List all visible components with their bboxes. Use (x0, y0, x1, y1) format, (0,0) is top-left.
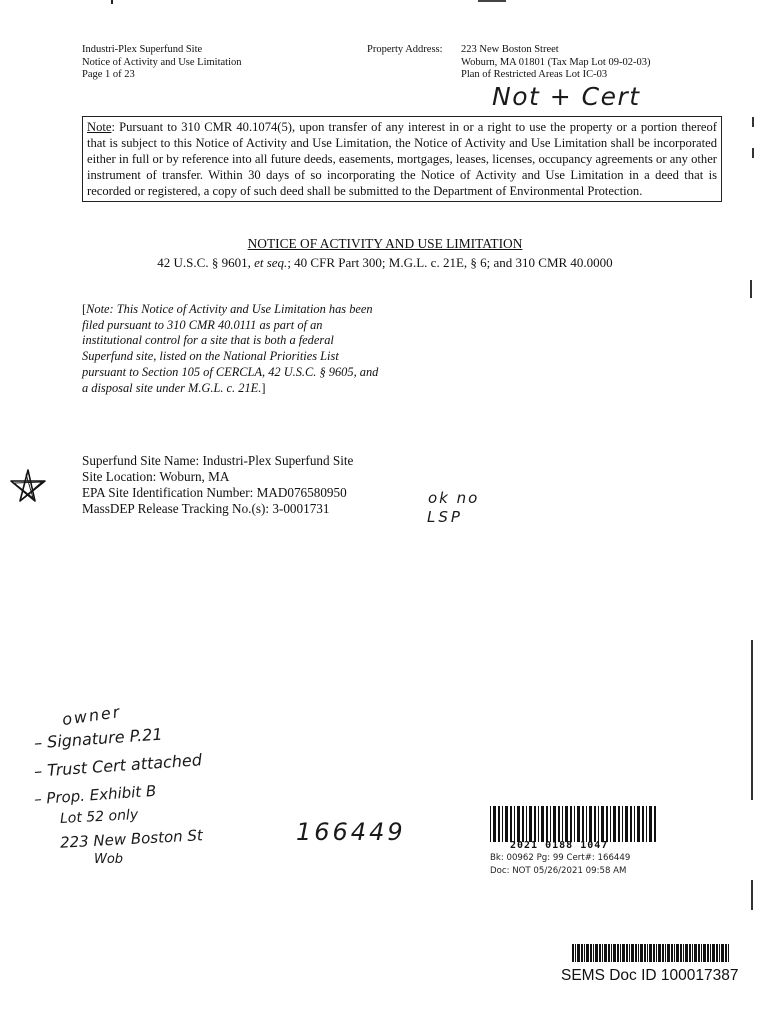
barcode-bar (550, 806, 551, 842)
barcode-bar (689, 944, 691, 962)
barcode-bar (649, 806, 652, 842)
barcode-bar (606, 806, 608, 842)
barcode-bar (599, 944, 601, 962)
barcode-bar (626, 944, 628, 962)
barcode-bar (526, 806, 527, 842)
scan-artifact (111, 0, 113, 4)
barcode-bar (577, 944, 580, 962)
barcode-bar (510, 806, 512, 842)
handwritten-wob: Wob (94, 852, 124, 867)
barcode-bar (674, 944, 675, 962)
recording-doc-date: Doc: NOT 05/26/2021 09:58 AM (490, 866, 627, 876)
handwritten-address: 223 New Boston St (59, 826, 204, 852)
header-doc-type: Notice of Activity and Use Limitation (82, 56, 242, 68)
barcode-bar (608, 944, 610, 962)
barcode-bar (517, 806, 520, 842)
barcode-bar (658, 944, 661, 962)
handwritten-not-cert: Not + Cert (492, 82, 641, 111)
header-property-address (461, 44, 650, 82)
recording-barcode (490, 806, 660, 842)
barcode-bar (610, 806, 611, 842)
scan-artifact (478, 0, 506, 2)
barcode-bar (490, 806, 491, 842)
barcode-bar (635, 944, 637, 962)
barcode-bar (656, 944, 657, 962)
handwritten-lot: Lot 52 only (59, 806, 139, 828)
header-site-name: Industri-Plex Superfund Site (82, 44, 203, 55)
barcode-bar (493, 806, 496, 842)
barcode-bar (671, 944, 673, 962)
site-location: Site Location: Woburn, MA (82, 469, 230, 484)
barcode-bar (604, 944, 607, 962)
barcode-bar (586, 944, 589, 962)
sems-barcode (572, 944, 732, 962)
header-property-label: Property Address: (367, 44, 443, 55)
barcode-bar (595, 944, 598, 962)
barcode-bar (719, 944, 720, 962)
note-label: Note (87, 120, 112, 134)
barcode-bar (546, 806, 548, 842)
barcode-bar (570, 806, 572, 842)
property-city-lot: Woburn, MA 01801 (Tax Map Lot 09-02-03) (461, 56, 651, 68)
barcode-bar (649, 944, 652, 962)
barcode-bar (590, 944, 592, 962)
barcode-bar (667, 944, 670, 962)
barcode-bar (631, 944, 634, 962)
header-left (82, 44, 242, 82)
handwritten-ok-no: ok no (428, 489, 480, 507)
barcode-bar (638, 944, 639, 962)
citation-part2: ; 40 CFR Part 300; M.G.L. c. 21E, § 6; and 310 CMR 40.0000 (287, 255, 613, 270)
barcode-bar (728, 944, 729, 962)
barcode-bar (653, 944, 655, 962)
superfund-note-text: Note: This Notice of Activity and Use Limitation has been filed pursuant to 310 CMR 40.0111 as part of an institutional control for a site that is both a federal Superfund site, listed on the National Priorities List pursuant to Section 105 of CERCLA, 42 U.S.C. § 9605, and a disposal site under M.G.L. c. 21E. (82, 302, 379, 395)
barcode-bar (593, 944, 594, 962)
barcode-bar (613, 806, 616, 842)
barcode-bar (613, 944, 616, 962)
barcode-bar (701, 944, 702, 962)
handwritten-lsp: LSP (427, 508, 463, 526)
barcode-bar (646, 806, 647, 842)
barcode-bar (637, 806, 640, 842)
transfer-note-box (82, 116, 722, 202)
barcode-bar (630, 806, 632, 842)
handwritten-signature: – Signature P.21 (33, 724, 164, 753)
scan-edge-mark (750, 280, 752, 298)
header-page-number: Page 1 of 23 (82, 69, 135, 80)
barcode-bar (581, 944, 583, 962)
barcode-bar (522, 806, 524, 842)
barcode-bar (698, 944, 700, 962)
barcode-bar (620, 944, 621, 962)
recording-book-page: Bk: 00962 Pg: 99 Cert#: 166449 (490, 853, 631, 863)
barcode-bar (582, 806, 584, 842)
note-open-bracket: [ (82, 302, 87, 316)
handwritten-number: 166449 (296, 818, 406, 846)
barcode-bar (680, 944, 682, 962)
site-info (82, 453, 353, 517)
barcode-bar (625, 806, 628, 842)
barcode-bar (574, 806, 575, 842)
barcode-bar (575, 944, 576, 962)
barcode-bar (629, 944, 630, 962)
barcode-bar (572, 944, 574, 962)
barcode-bar (589, 806, 592, 842)
barcode-bar (565, 806, 568, 842)
scan-edge-mark (752, 148, 754, 158)
handwritten-trust-cert: – Trust Cert attached (33, 750, 203, 781)
document-title: NOTICE OF ACTIVITY AND USE LIMITATION (247, 236, 523, 251)
barcode-bar (725, 944, 727, 962)
barcode-bar (712, 944, 715, 962)
citation-italic: et seq. (254, 255, 288, 270)
barcode-bar (685, 944, 688, 962)
citation-part1: 42 U.S.C. § 9601, (157, 255, 255, 270)
barcode-bar (640, 944, 643, 962)
barcode-bar (694, 944, 697, 962)
barcode-bar (662, 944, 664, 962)
massdep-tracking: MassDEP Release Tracking No.(s): 3-0001731 (82, 501, 330, 516)
note-text: : Pursuant to 310 CMR 40.1074(5), upon transfer of any interest in or a right to use the property or a portion thereof that is subject to this Notice of Activity and Use Limitation, the Notice of Activity and Use Limitation shall be incorporated either in full or by reference into all future deeds, easements, mortgages, leases, licenses, occupancy agreements or any other instrument of transfer. Within 30 days of so incorporating the Notice of Activity and Use Limitation in a deed that is recorded or registered, a copy of such deed shall be submitted to the Department of Environmental Protection. (87, 120, 717, 199)
barcode-bar (514, 806, 515, 842)
sems-doc-id: SEMS Doc ID 100017387 (561, 967, 739, 984)
handwritten-prop-exhibit: – Prop. Exhibit B (33, 781, 157, 809)
barcode-bar (598, 806, 599, 842)
note-close-bracket: ] (261, 380, 266, 395)
scan-edge-mark (751, 880, 753, 910)
barcode-bar (577, 806, 580, 842)
barcode-bar (634, 806, 635, 842)
barcode-bar (541, 806, 544, 842)
barcode-bar (558, 806, 560, 842)
barcode-bar (703, 944, 706, 962)
barcode-bar (584, 944, 585, 962)
barcode-bar (683, 944, 684, 962)
barcode-bar (721, 944, 724, 962)
scan-edge-mark (751, 640, 753, 800)
site-name: Superfund Site Name: Industri-Plex Superfund Site (82, 453, 354, 468)
star-icon (8, 468, 48, 504)
barcode-bar (534, 806, 536, 842)
barcode-bar (553, 806, 556, 842)
barcode-bar (654, 806, 656, 842)
barcode-bar (611, 944, 612, 962)
barcode-bar (505, 806, 508, 842)
barcode-bar (617, 944, 619, 962)
barcode-bar (529, 806, 532, 842)
barcode-bar (622, 806, 623, 842)
barcode-bar (642, 806, 644, 842)
barcode-bar (498, 806, 500, 842)
barcode-bar (586, 806, 587, 842)
property-plan-lot: Plan of Restricted Areas Lot IC-03 (461, 69, 608, 80)
handwritten-owner: owner (60, 701, 123, 730)
barcode-bar (602, 944, 603, 962)
barcode-bar (644, 944, 646, 962)
barcode-bar (594, 806, 596, 842)
barcode-bar (707, 944, 709, 962)
barcode-bar (502, 806, 503, 842)
barcode-bar (618, 806, 620, 842)
scan-edge-mark (752, 117, 754, 127)
barcode-bar (538, 806, 539, 842)
barcode-bar (665, 944, 666, 962)
barcode-bar (676, 944, 679, 962)
barcode-bar (716, 944, 718, 962)
barcode-bar (710, 944, 711, 962)
recording-barcode-number: 2021 0188 1047 (510, 840, 609, 851)
barcode-bar (562, 806, 563, 842)
barcode-bar (647, 944, 648, 962)
legal-citation (0, 255, 770, 271)
property-street: 223 New Boston Street (461, 44, 559, 55)
barcode-bar (692, 944, 693, 962)
epa-site-id: EPA Site Identification Number: MAD076580950 (82, 485, 347, 500)
barcode-bar (622, 944, 625, 962)
barcode-bar (601, 806, 604, 842)
superfund-note (82, 302, 382, 396)
